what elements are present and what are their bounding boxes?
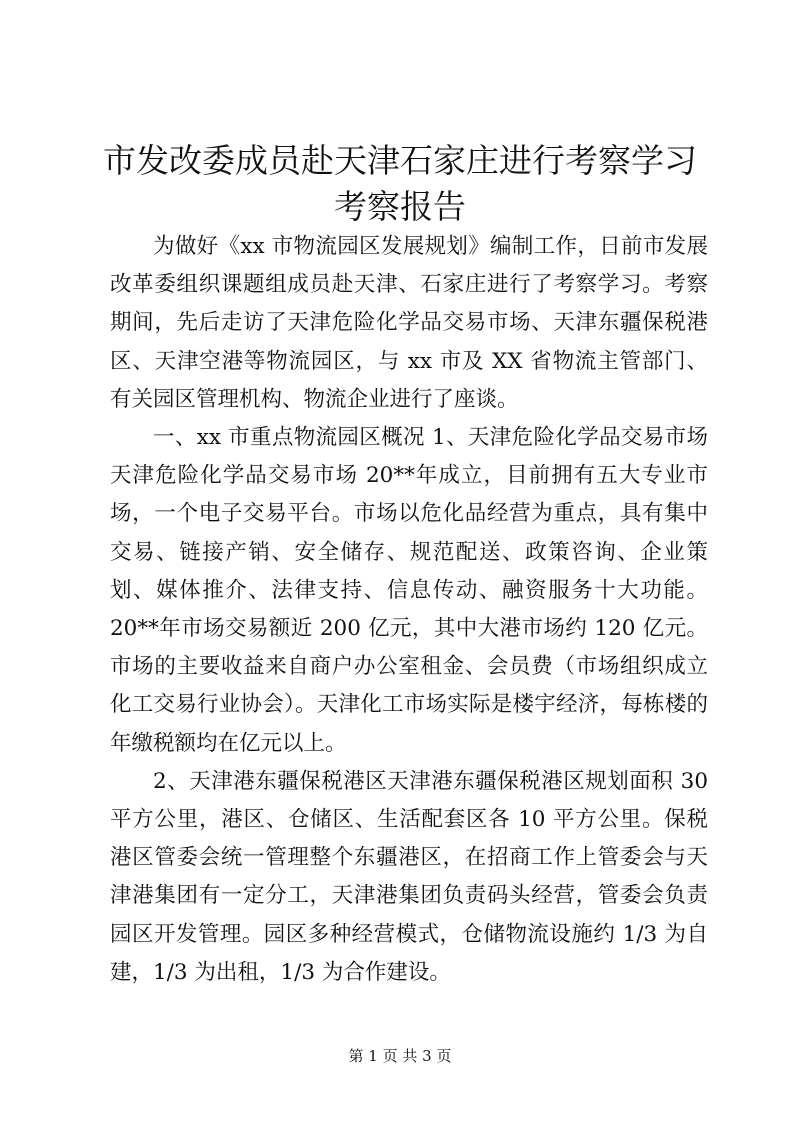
paragraph-section-1: 一、xx 市重点物流园区概况 1、天津危险化学品交易市场天津危险化学品交易市场 20**年成立，目前拥有五大专业市场，一个电子交易平台。市场以危化品经营为重点，具有集中交易、链接产销、安全储存、规范配送、政策咨询、企业策划、媒体推介、法律支持、信息传动、融资服务十大功能。20**年市场交易额近 200 亿元，其中大港市场约 120 亿元。市场的主要收益来自商户办公室租金、会员费（市场组织成立化工交易行业协会）。天津化工市场实际是楼宇经济，每栋楼的年缴税额均在亿元以上。 <box>110 425 708 756</box>
document-title: 市发改委成员赴天津石家庄进行考察学习考察报告 <box>103 141 697 226</box>
paragraph-section-2: 2、天津港东疆保税港区天津港东疆保税港区规划面积 30 平方公里，港区、仓储区、生活配套区各 10 平方公里。保税港区管委会统一管理整个东疆港区，在招商工作上管委会与天津港集团有一定分工，天津港集团负责码头经营，管委会负责园区开发管理。园区多种经营模式，仓储物流设施约 1/3 为自建，1/3 为出租，1/3 为合作建设。 <box>110 768 708 985</box>
document-body <box>110 228 708 992</box>
paragraph-intro: 为做好《xx 市物流园区发展规划》编制工作，日前市发展改革委组织课题组成员赴天津、石家庄进行了考察学习。考察期间，先后走访了天津危险化学品交易市场、天津东疆保税港区、天津空港等物流园区，与 xx 市及 XX 省物流主管部门、有关园区管理机构、物流企业进行了座谈。 <box>110 234 708 412</box>
page-footer: 第 1 页 共 3 页 <box>348 1047 452 1065</box>
